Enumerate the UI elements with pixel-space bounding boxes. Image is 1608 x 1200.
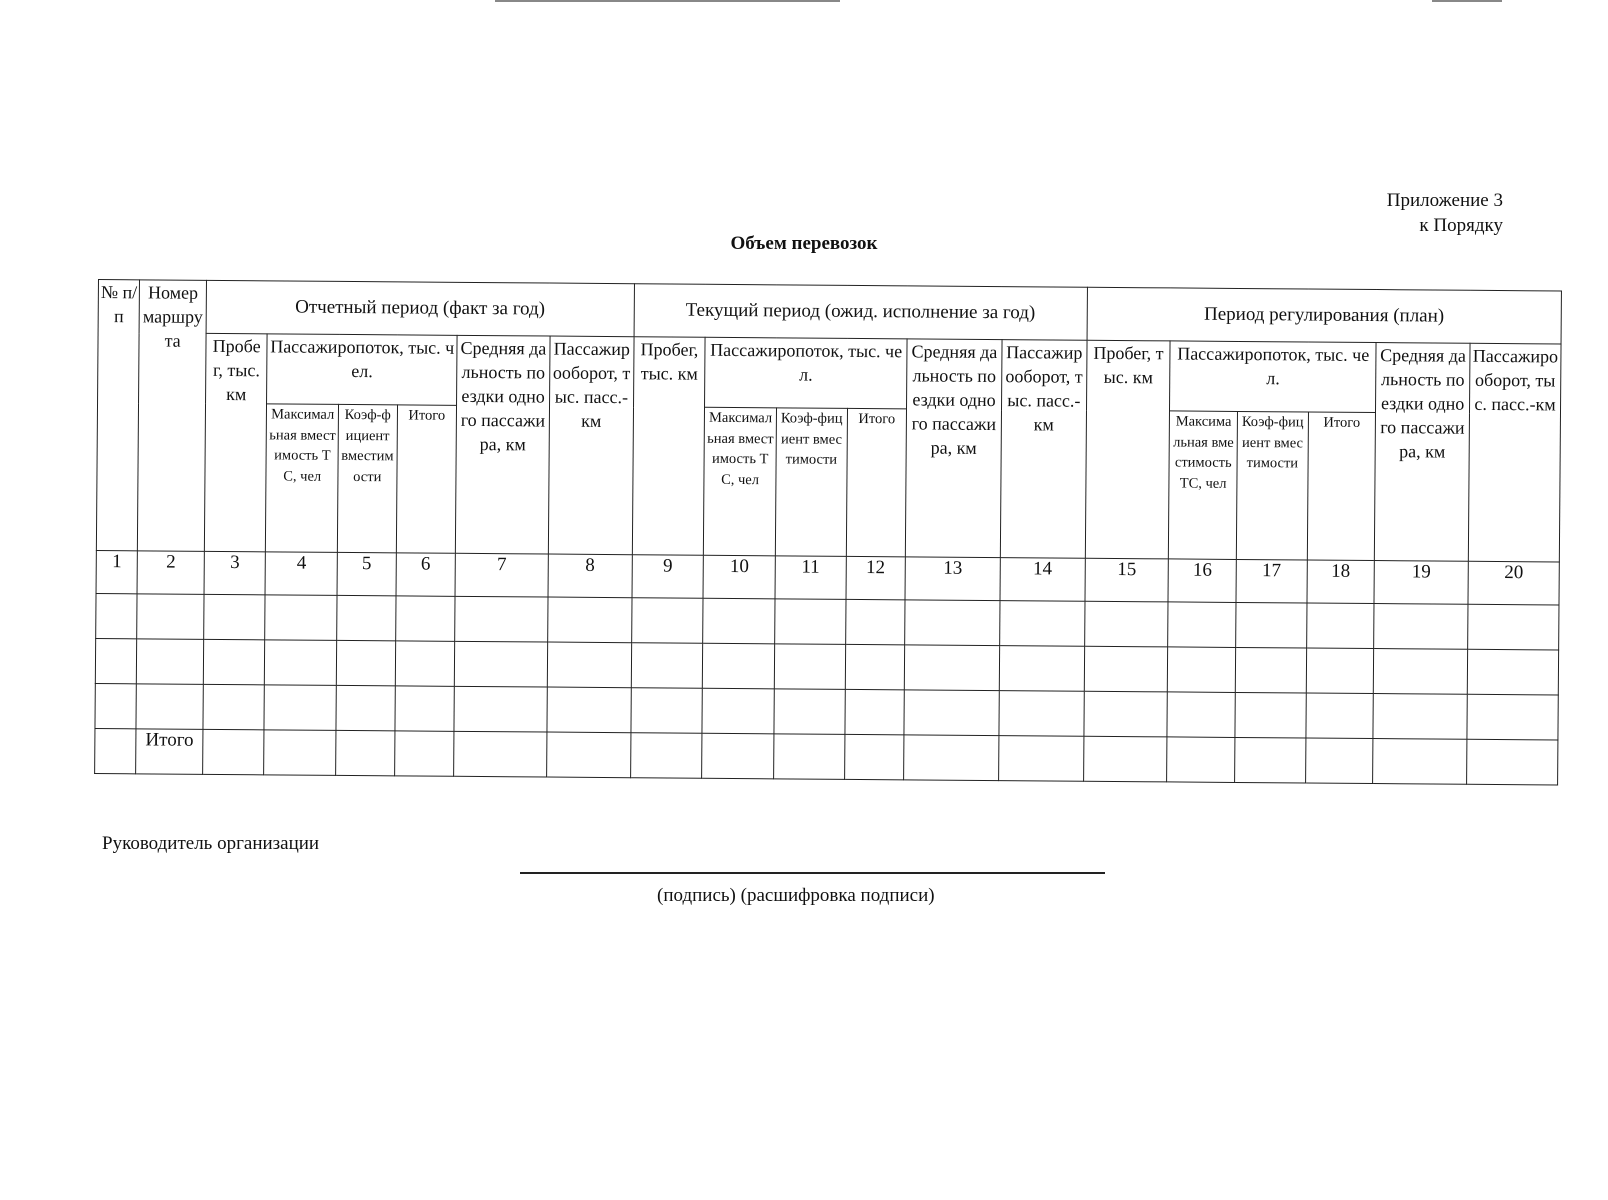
empty-cell (1373, 694, 1467, 740)
empty-cell (1168, 602, 1236, 648)
empty-cell (1374, 604, 1468, 650)
empty-cell (702, 688, 774, 734)
header-current-distance: Средняя дальность поездки одного пассажира, км (905, 339, 1002, 558)
empty-cell (631, 688, 703, 734)
header-plan-coef: Коэф-фициент вместимости (1236, 411, 1308, 560)
header-current-flow: Пассажиропоток, тыс. чел. (705, 337, 907, 409)
empty-cell (774, 644, 845, 690)
empty-cell (454, 641, 547, 687)
header-period-report: Отчетный период (факт за год) (206, 280, 634, 336)
empty-cell (547, 732, 631, 778)
header-current-mileage: Пробег, тыс. км (632, 337, 705, 556)
empty-cell (999, 691, 1084, 737)
empty-cell (336, 685, 395, 730)
header-plan-capacity: Максимальная вместимость ТС, чел (1169, 411, 1238, 560)
header-report-capacity: Максимальная вместимость ТС, чел (266, 404, 339, 553)
empty-cell (1467, 694, 1558, 740)
header-plan-turnover: Пассажирооборот, тыс. пасс.-км (1468, 343, 1561, 562)
empty-cell (1373, 739, 1467, 785)
empty-cell (96, 593, 138, 638)
empty-cell (264, 685, 336, 731)
column-number: 3 (204, 551, 266, 594)
scan-mark-top-right (1432, 0, 1502, 2)
header-report-distance: Средняя дальность поездки одного пассажира, км (455, 335, 550, 554)
header-plan-total: Итого (1307, 412, 1376, 561)
empty-cell (136, 684, 203, 730)
empty-cell (265, 640, 337, 686)
header-report-turnover: Пассажирооборот, тыс. пасс.-км (548, 336, 633, 555)
empty-cell (775, 599, 846, 645)
empty-cell (703, 598, 775, 644)
appendix-line-2: к Порядку (1419, 215, 1503, 236)
empty-cell (905, 600, 1000, 646)
empty-cell (1467, 649, 1558, 695)
column-number: 20 (1468, 561, 1559, 605)
scan-mark-top (495, 0, 840, 2)
header-row-metrics (98, 333, 1562, 414)
column-number: 6 (396, 553, 456, 596)
empty-cell (1000, 601, 1085, 647)
empty-cell (203, 729, 265, 774)
document-title: Объем перевозок (730, 233, 878, 254)
signature-label: Руководитель организации (102, 833, 320, 854)
empty-cell (1236, 602, 1307, 648)
empty-cell (395, 686, 455, 731)
column-number: 8 (548, 554, 632, 598)
empty-cell (702, 733, 774, 779)
column-number: 2 (137, 551, 204, 595)
empty-cell (999, 646, 1084, 692)
header-report-coef: Коэф-фициент вместимости (337, 404, 397, 552)
header-report-total: Итого (396, 405, 457, 553)
header-no: № п/п (96, 280, 139, 551)
empty-cell (845, 599, 905, 644)
empty-cell (204, 594, 266, 639)
column-number: 1 (96, 550, 138, 593)
empty-cell (630, 733, 702, 779)
header-current-total: Итого (846, 408, 907, 556)
column-number: 18 (1307, 560, 1375, 604)
empty-cell (395, 596, 455, 641)
empty-cell (844, 734, 904, 779)
empty-cell (336, 730, 395, 775)
empty-cell (1084, 646, 1168, 692)
empty-cell (547, 687, 631, 733)
empty-cell (1167, 692, 1235, 738)
empty-cell (137, 594, 204, 640)
column-number: 12 (846, 556, 906, 599)
volume-grid (94, 279, 1562, 785)
header-plan-flow: Пассажиропоток, тыс. чел. (1170, 341, 1376, 413)
empty-cell (548, 597, 632, 643)
column-number: 17 (1236, 559, 1307, 603)
empty-cell (1083, 736, 1167, 782)
empty-cell (904, 690, 999, 736)
empty-cell (1084, 691, 1168, 737)
empty-cell (336, 640, 395, 685)
empty-cell (774, 689, 845, 735)
empty-cell (203, 639, 265, 684)
empty-cell (1306, 648, 1374, 694)
header-plan-distance: Средняя дальность поездки одного пассажира, км (1375, 343, 1471, 562)
header-period-current: Текущий период (ожид. исполнение за год) (634, 284, 1087, 341)
empty-cell (904, 735, 999, 781)
empty-cell (1306, 693, 1374, 739)
column-number: 15 (1085, 558, 1169, 602)
column-number: 13 (905, 557, 1000, 601)
empty-cell (1167, 737, 1235, 783)
column-number: 11 (775, 556, 846, 600)
appendix-note (1387, 188, 1503, 238)
header-report-mileage: Пробег, тыс. км (204, 333, 267, 551)
signature-caption: (подпись) (расшифровка подписи) (657, 885, 935, 906)
empty-cell (137, 639, 204, 685)
empty-cell (1168, 647, 1236, 693)
empty-cell (703, 643, 775, 689)
empty-cell (203, 684, 265, 729)
header-current-capacity: Максимальная вместимость ТС, чел (704, 407, 777, 556)
transport-volume-table (94, 279, 1562, 785)
empty-cell (631, 598, 703, 644)
empty-cell (845, 644, 905, 689)
column-number: 9 (632, 555, 704, 599)
empty-cell (845, 689, 905, 734)
header-row-subcolumns (96, 403, 1560, 562)
empty-cell (95, 683, 137, 728)
header-report-flow: Пассажиропоток, тыс. чел. (267, 334, 457, 405)
empty-cell (1373, 649, 1467, 695)
empty-cell (394, 731, 454, 776)
empty-cell (774, 734, 845, 780)
empty-cell (547, 642, 631, 688)
header-route: Номер маршрута (138, 280, 207, 552)
empty-cell (631, 643, 703, 689)
empty-cell (1084, 601, 1168, 647)
empty-cell (904, 645, 999, 691)
empty-cell (998, 736, 1083, 782)
signature-line (520, 872, 1105, 874)
column-number: 5 (337, 552, 396, 595)
empty-cell (1468, 604, 1559, 650)
column-number: 10 (703, 555, 775, 599)
empty-cell (337, 595, 396, 640)
empty-cell (455, 596, 548, 642)
header-current-coef: Коэф-фициент вместимости (775, 408, 847, 557)
column-number: 16 (1168, 559, 1236, 603)
column-number: 14 (1000, 558, 1085, 602)
appendix-line-1: Приложение 3 (1386, 190, 1503, 211)
empty-cell (1467, 739, 1558, 785)
header-current-turnover: Пассажирооборот, тыс. пасс.-км (1000, 340, 1087, 559)
empty-cell (264, 730, 336, 776)
total-label: Итого (136, 729, 203, 775)
empty-cell (395, 641, 455, 686)
empty-cell (265, 595, 337, 641)
empty-cell (454, 731, 547, 777)
column-number: 7 (455, 553, 548, 597)
empty-cell (1235, 692, 1306, 738)
header-plan-mileage: Пробег, тыс. км (1085, 340, 1170, 559)
header-period-plan: Период регулирования (план) (1087, 287, 1562, 344)
empty-cell (1235, 647, 1306, 693)
empty-cell (1305, 738, 1373, 784)
empty-cell (1306, 603, 1374, 649)
empty-cell (95, 728, 137, 773)
empty-cell (454, 686, 547, 732)
column-number: 19 (1374, 561, 1468, 605)
empty-cell (95, 638, 137, 683)
empty-cell (1235, 737, 1306, 783)
column-number: 4 (265, 552, 337, 596)
